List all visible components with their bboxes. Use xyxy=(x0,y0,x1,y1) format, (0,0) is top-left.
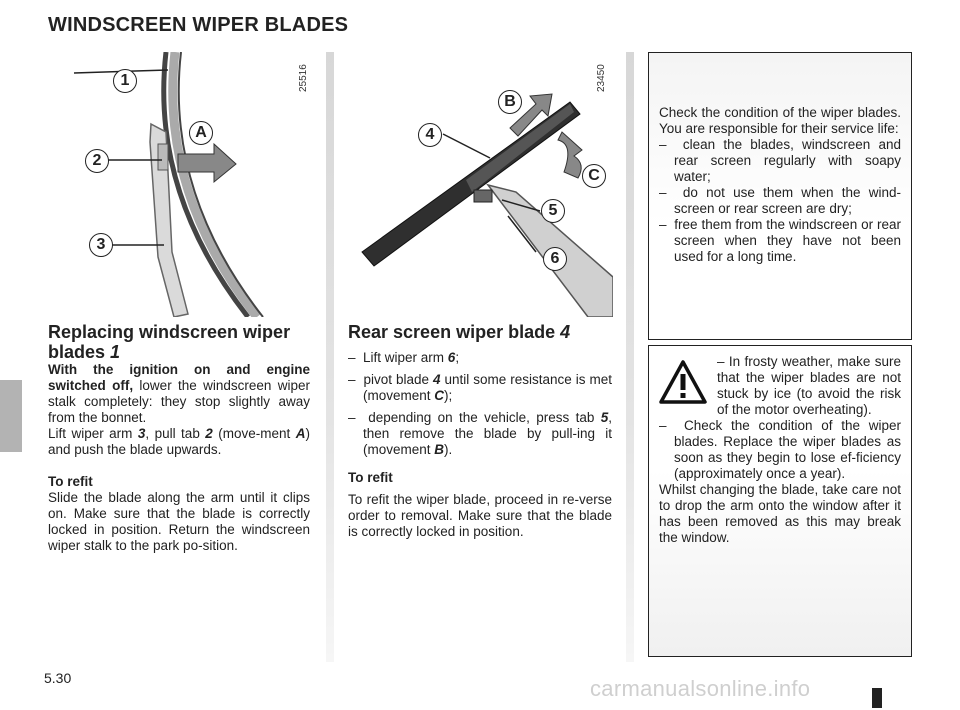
rear-wiper-illustration xyxy=(348,52,613,317)
warning-closing: Whilst changing the blade, take care not to drop the arm onto the window after it has been removed as this may break the window. xyxy=(659,482,901,545)
warning-list xyxy=(659,418,901,482)
page-marker xyxy=(872,688,882,708)
page-title: WINDSCREEN WIPER BLADES xyxy=(48,14,349,36)
step-list xyxy=(348,350,612,458)
refit-paragraph: To refit the wiper blade, proceed in re-verse order to removal. Make sure that the blade is correctly locked in position. xyxy=(348,492,612,539)
rear-wiper-figure xyxy=(348,52,613,317)
instruction-paragraph: Lift wiper arm 3, pull tab 2 (move-ment A) and push the blade upwards. xyxy=(48,426,310,457)
list-item: – depending on the vehicle, press tab 5, then remove the blade by pull-ing it (movement B). xyxy=(348,410,613,457)
page-number: 5.30 xyxy=(44,670,72,686)
callout-c: C xyxy=(582,164,606,188)
list-item: – do not use them when the wind-screen or rear screen are dry; xyxy=(659,185,901,216)
section-heading: Rear screen wiper blade 4 xyxy=(348,322,571,342)
list-item: – Check the condition of the wiper blades. Replace the wiper blades as soon as they begin to lose ef-ficiency (approximately once a year). xyxy=(659,418,901,481)
front-blade-section xyxy=(48,322,310,554)
warning-box xyxy=(648,345,912,657)
front-wiper-figure xyxy=(48,52,318,317)
watermark: carmanualsonline.info xyxy=(590,676,811,701)
warning-item: – In frosty weather, make sure that the wiper blades are not stuck by ice (to avoid the risk of the motor overheating). xyxy=(717,354,901,417)
figure-ref-number: 25516 xyxy=(298,64,309,92)
callout-b: B xyxy=(498,90,522,114)
column-divider-right xyxy=(626,52,634,662)
instruction-paragraph: With the ignition on and engine switched off, lower the windscreen wiper stalk completely: they stop slightly away from the bonnet. xyxy=(48,362,310,425)
list-item: – pivot blade 4 until some resistance is met (movement C); xyxy=(348,372,612,403)
callout-6: 6 xyxy=(543,247,567,271)
list-item: – Lift wiper arm 6; xyxy=(348,350,460,365)
figure-ref-number: 23450 xyxy=(596,64,607,92)
callout-2: 2 xyxy=(85,149,109,173)
callout-5: 5 xyxy=(541,199,565,223)
callout-4: 4 xyxy=(418,123,442,147)
rear-blade-section xyxy=(348,322,612,540)
front-wiper-illustration xyxy=(48,52,318,317)
refit-heading: To refit xyxy=(48,474,93,489)
callout-3: 3 xyxy=(89,233,113,257)
section-heading: Replacing windscreen wiper blades 1 xyxy=(48,322,291,362)
maintenance-note-box xyxy=(648,52,912,340)
note-list xyxy=(659,137,901,265)
list-item: – free them from the windscreen or rear screen when they have not been used for a long time. xyxy=(659,217,901,264)
section-tab xyxy=(0,380,22,452)
note-intro: Check the condition of the wiper blades. You are responsible for their service life: xyxy=(659,105,901,136)
refit-heading: To refit xyxy=(348,470,393,485)
column-divider-left xyxy=(326,52,334,662)
callout-a: A xyxy=(189,121,213,145)
refit-paragraph: Slide the blade along the arm until it clips on. Make sure that the blade is correctly locked in position. Return the windscreen wiper stalk to the park po-sition. xyxy=(48,490,310,553)
list-item: – clean the blades, windscreen and rear screen regularly with soapy water; xyxy=(659,137,901,184)
callout-1: 1 xyxy=(113,69,137,93)
